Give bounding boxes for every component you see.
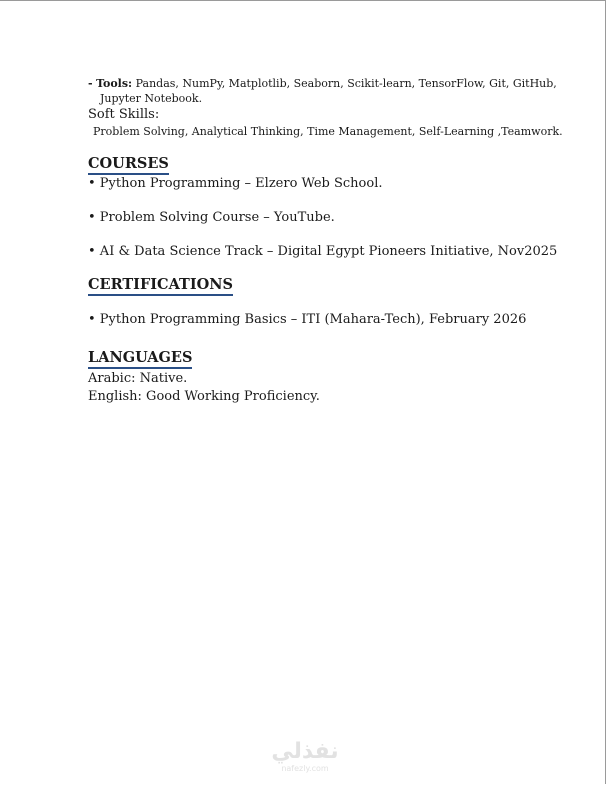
soft-skills-text: Problem Solving, Analytical Thinking, Time Management, Self-Learning ,Teamwork. bbox=[93, 125, 563, 138]
certification-item: • Python Programming Basics – ITI (Mahara-Tech), February 2026 bbox=[88, 312, 527, 327]
watermark-latin-text: nafezly.com bbox=[281, 764, 329, 773]
tools-text: Pandas, NumPy, Matplotlib, Seaborn, Scikit-learn, TensorFlow, Git, GitHub, bbox=[135, 77, 557, 90]
course-item: • Python Programming – Elzero Web School. bbox=[88, 176, 383, 191]
courses-heading: COURSES bbox=[88, 155, 169, 175]
language-item: English: Good Working Proficiency. bbox=[88, 389, 320, 404]
nafezly-watermark bbox=[265, 740, 345, 774]
watermark-arabic-logo: نفذلي bbox=[271, 739, 339, 764]
tools-continuation: Jupyter Notebook. bbox=[100, 92, 203, 105]
languages-heading: LANGUAGES bbox=[88, 349, 192, 369]
certifications-heading: CERTIFICATIONS bbox=[88, 276, 233, 296]
resume-content bbox=[88, 76, 588, 406]
tools-label: Tools: bbox=[96, 77, 133, 90]
tools-bullet: - bbox=[88, 77, 93, 90]
course-item: • Problem Solving Course – YouTube. bbox=[88, 210, 335, 225]
language-item: Arabic: Native. bbox=[88, 371, 188, 386]
course-item: • AI & Data Science Track – Digital Egypt Pioneers Initiative, Nov2025 bbox=[88, 244, 558, 259]
tools-line bbox=[88, 76, 588, 91]
soft-skills-label: Soft Skills: bbox=[88, 107, 160, 122]
